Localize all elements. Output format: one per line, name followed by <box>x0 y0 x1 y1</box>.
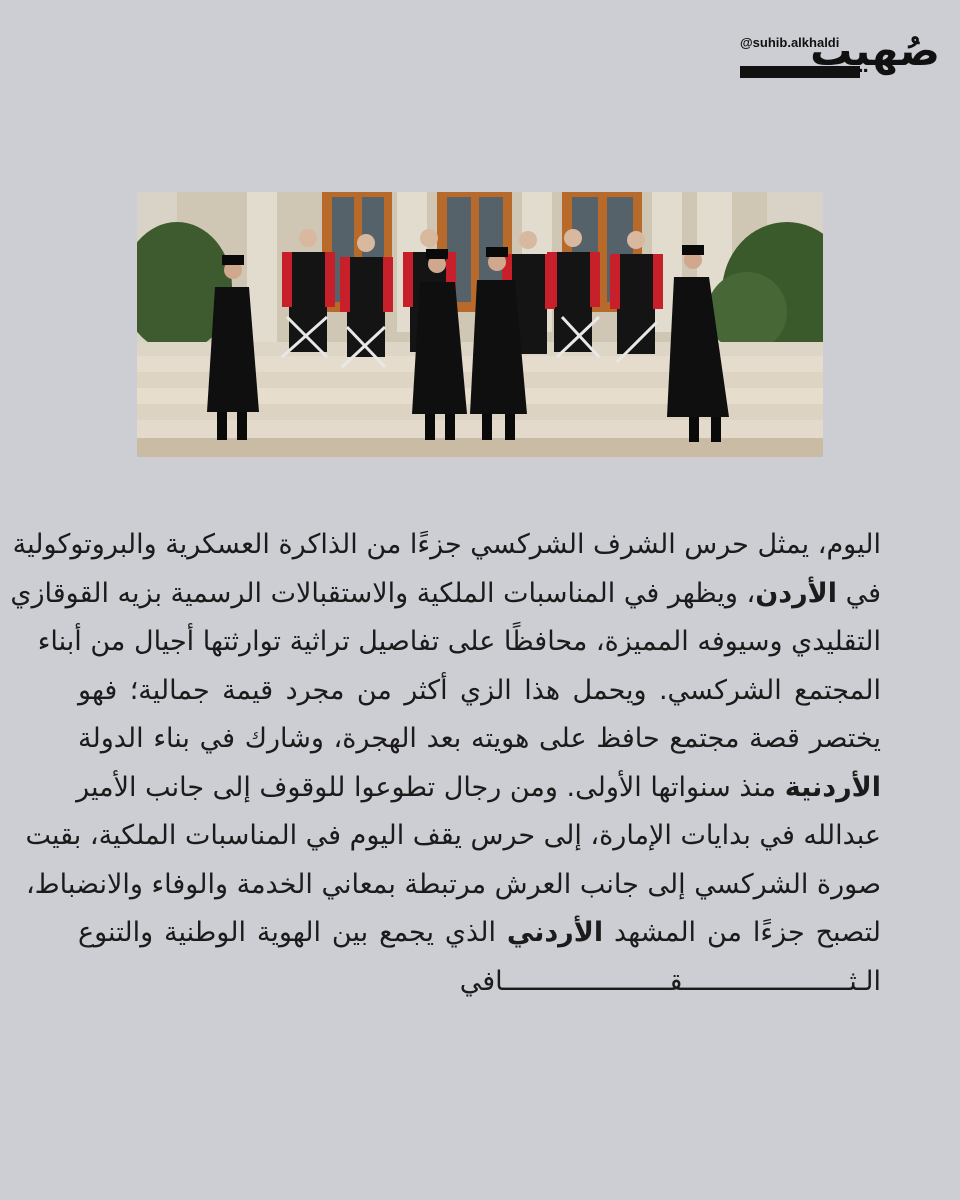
author-handle[interactable]: @suhib.alkhaldi <box>740 35 840 50</box>
line-text: ، ويظهر في المناسبات الملكية والاستقبالات الرسمية بزيه القوقازي <box>10 577 756 609</box>
emphasis-text: الأردن <box>755 577 837 609</box>
article-line <box>78 715 881 764</box>
line-text: منذ سنواتها الأولى. ومن رجال تطوعوا للوقوف إلى جانب الأمير <box>76 771 785 803</box>
line-text: لتصبح جزءًا من المشهد <box>603 917 881 948</box>
line-text: اليوم، يمثل حرس الشرف الشركسي جزءًا من الذاكرة العسكرية والبروتوكولية <box>12 529 881 560</box>
line-text: في <box>837 577 881 609</box>
article-line <box>25 812 881 861</box>
article-line <box>10 570 881 619</box>
article-body <box>10 521 881 1006</box>
article-line <box>25 861 881 910</box>
line-text: عبدالله في بدايات الإمارة، إلى حرس يقف اليوم في المناسبات الملكية، بقيت <box>25 820 881 851</box>
article-line <box>78 909 881 958</box>
brand-signature <box>740 26 940 80</box>
line-text: يختصر قصة مجتمع حافظ على هويته بعد الهجرة، وشارك في بناء الدولة <box>78 723 881 754</box>
line-text: الذي يجمع بين الهوية الوطنية والتنوع <box>78 917 507 948</box>
article-line <box>78 764 881 813</box>
article-line <box>12 521 881 570</box>
line-text: صورة الشركسي إلى جانب العرش مرتبطة بمعاني الخدمة والوفاء والانضباط، <box>25 868 881 900</box>
photo-circassian-guard-icon <box>137 192 823 457</box>
emphasis-text: الأردني <box>506 917 604 948</box>
article-line <box>37 618 881 667</box>
article-photo <box>137 192 823 457</box>
article-line <box>78 667 881 716</box>
line-text: الـثـــــــــــــــــــــقـــــــــــــــــــــافي <box>459 965 881 997</box>
emphasis-text: الأردنية <box>784 771 881 803</box>
line-text: التقليدي وسيوفه المميزة، محافظًا على تفاصيل تراثية توارثتها أجيال من أبناء <box>37 626 881 657</box>
article-line <box>78 958 881 1007</box>
brand-logo: صُهيب <box>810 26 940 75</box>
line-text: المجتمع الشركسي. ويحمل هذا الزي أكثر من مجرد قيمة جمالية؛ فهو <box>78 674 881 706</box>
